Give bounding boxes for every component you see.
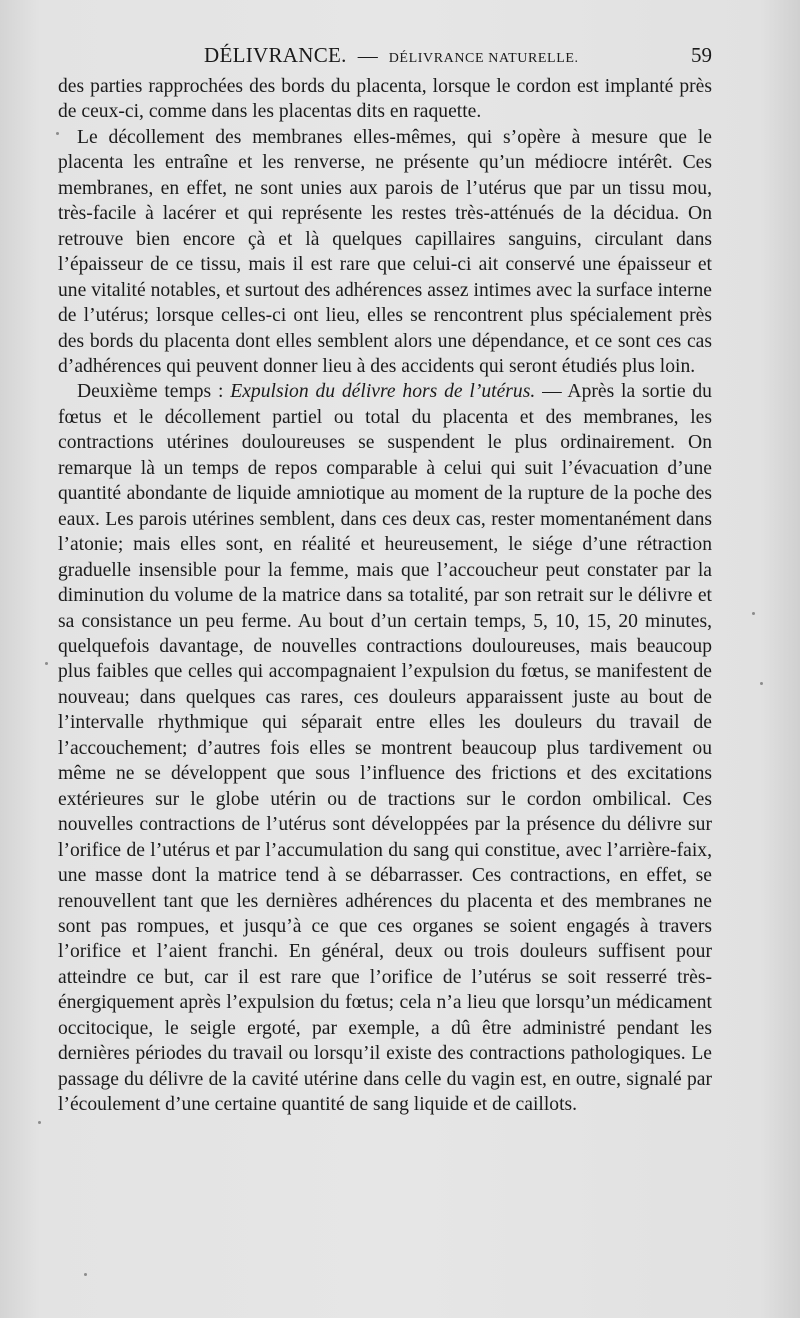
- paper-speck: [760, 682, 763, 685]
- paper-speck: [752, 612, 755, 615]
- section-title: Expulsion du délivre hors de l’utérus.: [230, 381, 536, 403]
- page-number: 59: [691, 43, 712, 67]
- paragraph-second-stage: [58, 379, 712, 1117]
- paper-speck: [56, 132, 59, 135]
- paper-speck: [84, 1273, 87, 1276]
- paragraph-membranes: Le décollement des membranes elles-mêmes, qui s’opère à mesure que le placenta les entraîne et les renverse, ne présente qu’un médiocre intérêt. Ces membranes, en effet, ne sont unies aux parois de l’utérus que par un tissu mou, très-facile à lacérer et qui représente les restes très-atténués de la décidua. On retrouve bien encore çà et là quelques capillaires sanguins, circulant dans l’épaisseur de ce tissu, mais il est rare que celui-ci ait conservé une épaisseur et une vitalité notables, et surtout des adhérences assez intimes avec la surface interne de l’utérus; lorsque celles-ci ont lieu, elles se rencontrent plus spécialement près des bords du placenta dont elles semblent alors une dépendance, et ce sont ces cas d’adhérences qui peuvent donner lieu à des accidents qui seront étudiés plus loin.: [58, 126, 712, 377]
- running-head: [204, 40, 579, 74]
- header-separator: —: [357, 45, 378, 67]
- paragraph-continuation: des parties rapprochées des bords du placenta, lorsque le cordon est implanté près de ceux-ci, comme dans les placentas dits en raquette.: [58, 76, 712, 123]
- paper-speck: [45, 662, 48, 665]
- section-lead: Deuxième temps :: [77, 381, 231, 403]
- paper-speck: [38, 1121, 41, 1124]
- page-header: [58, 40, 712, 70]
- body-text: [58, 74, 712, 1118]
- paragraph-second-stage-text: — Après la sortie du fœtus et le décollement partiel ou total du placenta et des membranes, les contractions utérines douloureuses se suspendent le plus ordinairement. On remarque là un temps de repos comparable à celui qui suit l’évacuation d’une quantité abondante de liquide amniotique au moment de la rupture de la poche des eaux. Les parois utérines semblent, dans ces deux cas, rester momentanément dans l’atonie; mais elles sont, en réalité et heureusement, le siége d’une rétraction graduelle insensible pour la femme, mais que l’accoucheur peut constater par la diminution du volume de la matrice dans sa totalité, par son retrait sur le délivre et sa consistance un peu ferme. Au bout d’un certain temps, 5, 10, 15, 20 minutes, quelquefois davantage, de nouvelles contractions douloureuses, mais beaucoup plus faibles que celles qui accompagnaient l’expulsion du fœtus, se manifestent de nouveau; dans quelques cas rares, ces douleurs apparaissent juste au bout de l’intervalle rhythmique qui séparait entre elles les douleurs du travail de l’accouchement; d’autres fois elles se montrent beaucoup plus tardivement ou même ne se développent que sous l’influence des frictions et des excitations extérieures sur le globe utérin ou de tractions sur le cordon ombilical. Ces nouvelles contractions de l’utérus sont développées par la présence du délivre sur l’orifice de l’utérus et par l’accumulation du sang qui constitue, avec l’arrière-faix, une masse dont la matrice tend à se débarrasser. Ces contractions, en effet, se renouvellent tant que les dernières adhérences du placenta et des membranes ne sont pas rompues, et jusqu’à ce que ces organes se soient engagés à travers l’orifice et l’aient franchi. En général, deux ou trois douleurs suffisent pour atteindre ce but, car il est rare que l’orifice de l’utérus se soit resserré très-énergiquement après l’expulsion du fœtus; cela n’a lieu que lorsqu’un médicament occitocique, le seigle ergoté, par exemple, a dû être administré pendant les dernières périodes du travail ou lorsqu’il existe des contractions pathologiques. Le passage du délivre de la cavité utérine dans celle du vagin est, en outre, signalé par l’écoulement d’une certaine quantité de sang liquide et de caillots.: [58, 381, 712, 1116]
- section-subtitle: DÉLIVRANCE NATURELLE.: [388, 51, 579, 66]
- chapter-title: DÉLIVRANCE.: [204, 43, 347, 67]
